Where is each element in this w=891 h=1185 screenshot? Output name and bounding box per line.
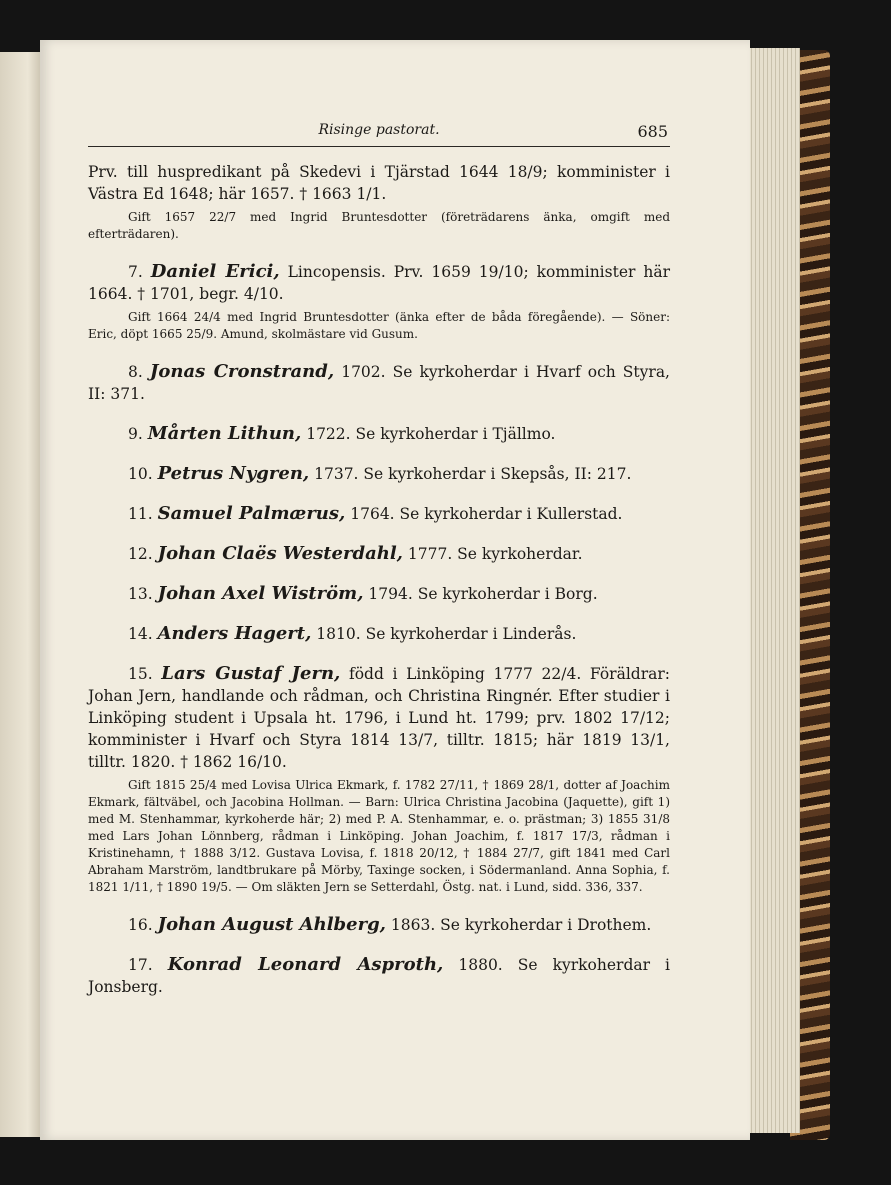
entry-text [88,423,670,445]
entry-body: 1810. Se kyrkoherdar i Linderås. [316,625,577,643]
entry-text [88,914,670,936]
entry-body: 1794. Se kyrkoherdar i Borg. [368,585,598,603]
entries-list [88,261,670,998]
entry-number: 16. [128,916,153,934]
entry [88,543,670,565]
entry-number: 10. [128,465,153,483]
entry-text [88,663,670,773]
entry-body: Lincopensis. Prv. 1659 19/10; komminister här 1664. † 1701, begr. 4/10. [88,263,671,303]
entry-body: 1702. Se kyrkoherdar i Hvarf och Styra, II: 371. [88,363,670,403]
intro-note: Gift 1657 22/7 med Ingrid Bruntesdotter (företrädarens änka, omgift med efterträdaren). [88,210,670,241]
entry-text [88,361,670,405]
entry-body: 1722. Se kyrkoherdar i Tjällmo. [306,425,556,443]
entry-body: 1863. Se kyrkoherdar i Drothem. [390,916,652,934]
entry-text [88,261,670,305]
entry-name: Daniel Erici, [150,261,280,282]
entry [88,663,670,896]
intro-text: Prv. till huspredikant på Skedevi i Tjärstad 1644 18/9; komminister i Västra Ed 1648; här 1657. † 1663 1/1. [88,163,670,203]
entry-body: 1737. Se kyrkoherdar i Skepsås, II: 217. [314,465,632,483]
entry [88,583,670,605]
entry-number: 9. [128,425,143,443]
entry-body: 1764. Se kyrkoherdar i Kullerstad. [350,505,623,523]
entry [88,261,670,343]
entry-text [88,463,670,485]
entry-name: Petrus Nygren, [157,463,310,484]
entry-body: 1777. Se kyrkoherdar. [407,545,583,563]
running-header [88,122,670,147]
entry-number: 12. [128,545,153,563]
entry-body: född i Linköping 1777 22/4. Föräldrar: Johan Jern, handlande och rådman, och Christina Ringnér. Efter studier i Linköping student i Upsala ht. 1796, i Lund ht. 1799; prv. 1802 17/12; komminister i Hvarf och Styra 1814 13/7, tilltr. 1815; här 1819 13/1, tilltr. 1820. † 1862 16/10. [88,665,670,771]
entry-number: 11. [128,505,153,523]
entry-number: 14. [128,625,153,643]
entry-name: Anders Hagert, [157,623,312,644]
entry-name: Samuel Palmærus, [157,503,346,524]
entry [88,954,670,998]
right-page [40,40,750,1140]
entry-text [88,623,670,645]
entry-number: 8. [128,363,143,381]
entry [88,503,670,525]
entry [88,914,670,936]
header-title: Risinge pastorat. [318,122,440,138]
entry-number: 13. [128,585,153,603]
entry-number: 17. [128,956,153,974]
entry-name: Mårten Lithun, [147,423,302,444]
entry-body: 1880. Se kyrkoherdar i Jonsberg. [88,956,671,996]
page-text [88,122,670,998]
entry-text [88,503,670,525]
entry-name: Johan Claës Westerdahl, [157,543,403,564]
entry-note: Gift 1815 25/4 med Lovisa Ulrica Ekmark, f. 1782 27/11, † 1869 28/1, dotter af Joachim Ekmark, fältväbel, och Jacobina Hollman. — Barn: Ulrica Christina Jacobina (Jaquette), gift 1) med M. Stenhammar, kyrkoherde här; 2) med P. A. Stenhammar, e. o. prästman; 3) 1855 31/8 med Lars Johan Lönnberg, rådman i Linköping. Johan Joachim, f. 1817 17/3, rådman i Kristinehamn, † 1888 3/12. Gustava Lovisa, f. 1818 20/12, † 1884 27/7, gift 1841 med Carl Abraham Marström, landtbrukare på Mörby, Taxinge socken, i Södermanland. Anna Sophia, f. 1821 1/11, † 1890 19/5. — Om släkten Jern se Setterdahl, Östg. nat. i Lund, sidd. 336, 337. [88,778,670,894]
page-number: 685 [637,122,668,141]
entry [88,463,670,485]
entry-text [88,583,670,605]
entry-name: Johan August Ahlberg, [157,914,386,935]
entry-text [88,954,670,998]
entry-text [88,543,670,565]
entry [88,361,670,405]
left-page [0,52,41,1137]
entry [88,623,670,645]
entry-number: 15. [128,665,153,683]
entry-name: Konrad Leonard Asproth, [167,954,444,975]
entry-name: Johan Axel Wiström, [157,583,364,604]
intro-entry [88,161,670,243]
entry-note: Gift 1664 24/4 med Ingrid Bruntesdotter (änka efter de båda föregående). — Söner: Eric, döpt 1665 25/9. Amund, skolmästare vid Gusum. [88,310,670,341]
entry [88,423,670,445]
entry-name: Jonas Cronstrand, [149,361,335,382]
entry-number: 7. [128,263,143,281]
book [0,40,835,1150]
entry-name: Lars Gustaf Jern, [161,663,341,684]
